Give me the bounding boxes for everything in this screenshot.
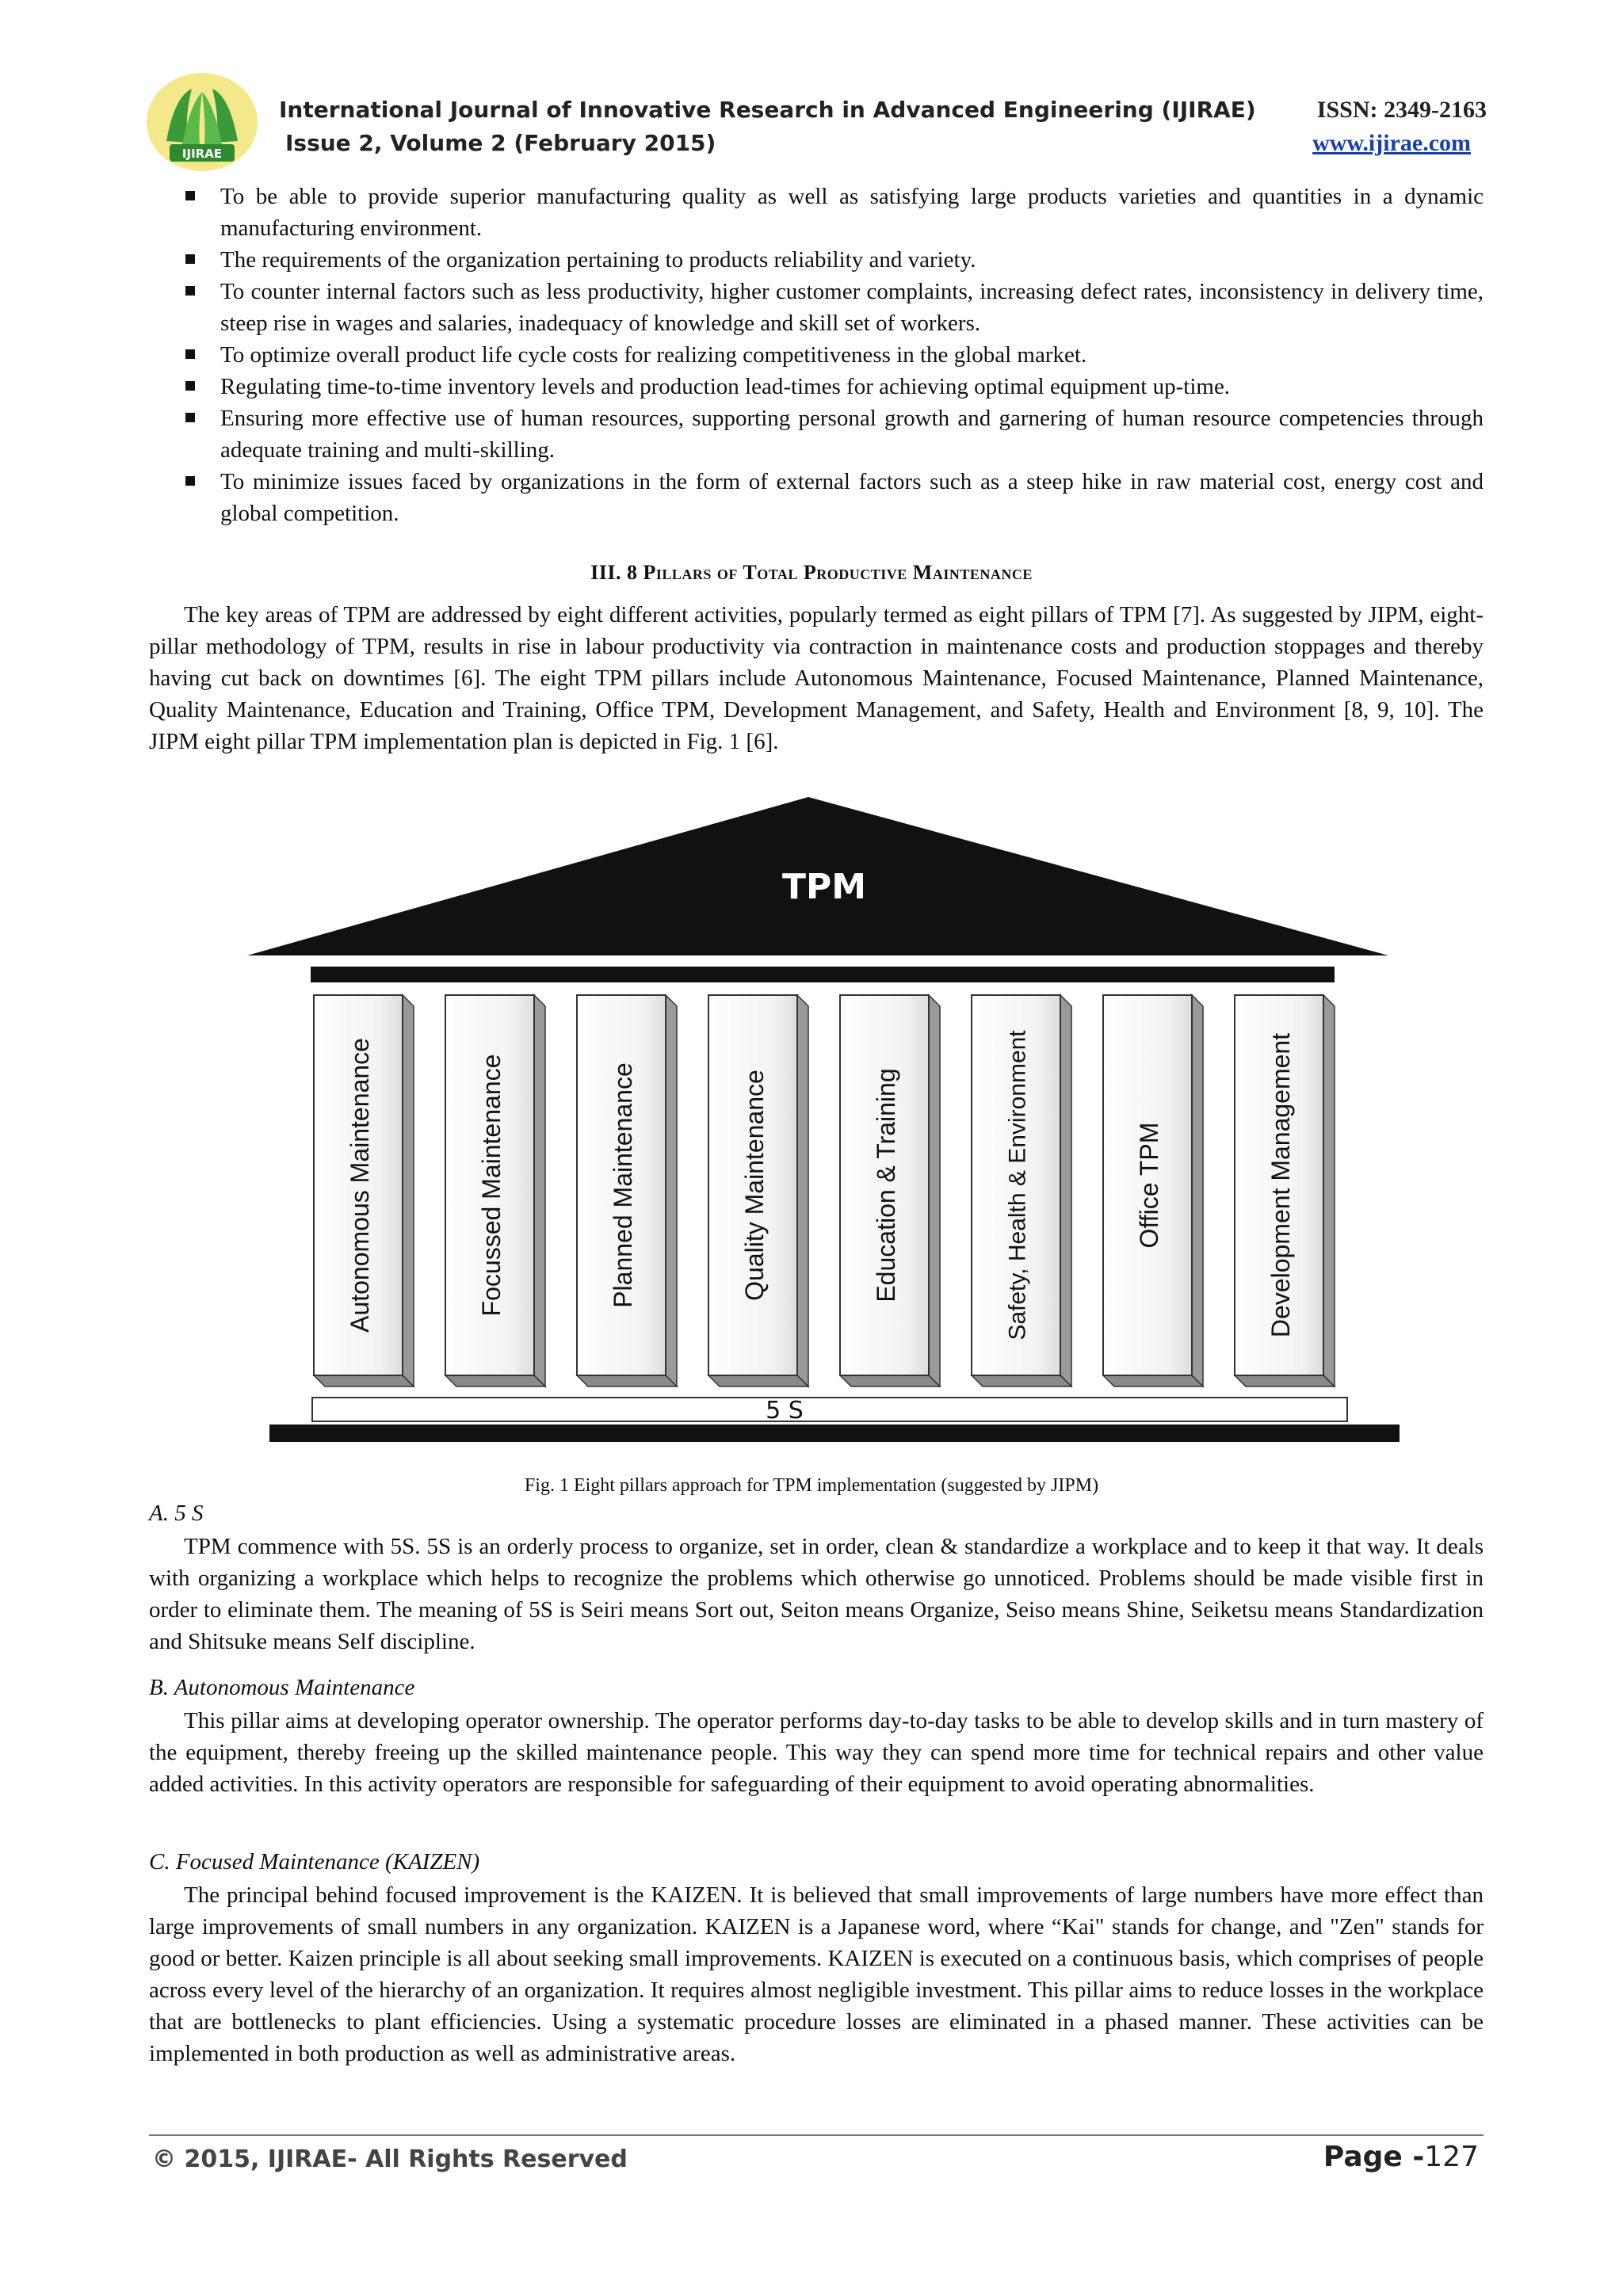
pillar-3	[577, 995, 677, 1386]
pillar-label: Focussed Maintenance	[477, 1054, 506, 1317]
subsection-heading-kaizen: C. Focused Maintenance (KAIZEN)	[149, 1849, 480, 1875]
footer-copyright: © 2015, IJIRAE- All Rights Reserved	[152, 2145, 628, 2173]
subsection-heading-autonomous: B. Autonomous Maintenance	[149, 1675, 415, 1700]
pillar-label: Autonomous Maintenance	[346, 1038, 374, 1333]
pillar-side-face	[797, 995, 808, 1386]
pillar-bottom-face	[1235, 1375, 1335, 1386]
pillar-label: Planned Maintenance	[609, 1062, 637, 1308]
subsection-heading-5s: A. 5 S	[149, 1501, 204, 1526]
base-label: 5 S	[766, 1397, 804, 1425]
page-number: 127	[1424, 2141, 1479, 2173]
pillar-label: Quality Maintenance	[740, 1070, 769, 1301]
pillar-side-face	[1323, 995, 1335, 1386]
tpm-pillars-figure	[238, 797, 1426, 1455]
pillar-group	[314, 995, 1335, 1386]
pillar-side-face	[929, 995, 940, 1386]
pillar-bottom-face	[972, 1375, 1071, 1386]
journal-issn: ISSN: 2349-2163	[1316, 97, 1487, 123]
journal-issue: Issue 2, Volume 2 (February 2015)	[285, 130, 716, 156]
journal-website-link[interactable]: www.ijirae.com	[1312, 130, 1471, 156]
pillar-1	[314, 995, 414, 1386]
ijirae-logo	[143, 65, 262, 176]
roof-label: TPM	[781, 867, 867, 907]
page-prefix: Page -	[1323, 2141, 1425, 2173]
pillar-bottom-face	[445, 1375, 545, 1386]
list-item: To optimize overall product life cycle costs for realizing competitiveness in the global market.	[184, 339, 1484, 371]
pillar-2	[445, 995, 545, 1386]
pillar-bottom-face	[1103, 1375, 1203, 1386]
pillar-7	[1103, 995, 1203, 1386]
roof-beam	[311, 967, 1335, 982]
pillar-side-face	[403, 995, 414, 1386]
pillar-4	[708, 995, 808, 1386]
base-step	[312, 1398, 1347, 1421]
section-paragraph: The key areas of TPM are addressed by eight different activities, popularly termed as eight pillars of TPM [7]. As suggested by JIPM, eight-pillar methodology of TPM, results in rise in labour productivity via contraction in maintenance costs and production stoppages and thereby having cut back on downtimes [6]. The eight TPM pillars include Autonomous Maintenance, Focused Maintenance, Planned Maintenance, Quality Maintenance, Education and Training, Office TPM, Development Management, and Safety, Health and Environment [8, 9, 10]. The JIPM eight pillar TPM implementation plan is depicted in Fig. 1 [6].	[149, 602, 1484, 754]
pillar-8	[1235, 995, 1335, 1386]
footer-divider	[149, 2134, 1484, 2136]
journal-title: International Journal of Innovative Research in Advanced Engineering (IJIRAE)	[279, 97, 1256, 123]
list-item: To counter internal factors such as less productivity, higher customer complaints, increasing defect rates, inconsistency in delivery time, steep rise in wages and salaries, inadequacy of knowledge and skill set of workers.	[184, 276, 1484, 339]
pillar-bottom-face	[314, 1375, 414, 1386]
pillar-side-face	[1192, 995, 1203, 1386]
list-item: Regulating time-to-time inventory levels and production lead-times for achieving optimal equipment up-time.	[184, 371, 1484, 402]
pillar-side-face	[666, 995, 677, 1386]
pillar-label: Office TPM	[1135, 1122, 1163, 1249]
list-item: To minimize issues faced by organizations in the form of external factors such as a steep hike in raw material cost, energy cost and global competition.	[184, 466, 1484, 529]
logo-text: IJIRAE	[181, 147, 223, 161]
figure-caption: Fig. 1 Eight pillars approach for TPM implementation (suggested by JIPM)	[524, 1475, 1099, 1496]
footer-page-number	[1323, 2141, 1479, 2173]
pillar-bottom-face	[708, 1375, 808, 1386]
pillar-side-face	[534, 995, 545, 1386]
pillar-label: Development Management	[1266, 1032, 1295, 1338]
pillar-side-face	[1060, 995, 1071, 1386]
pillar-5	[840, 995, 940, 1386]
list-item: Ensuring more effective use of human resources, supporting personal growth and garnering of human resource competencies through adequate training and multi-skilling.	[184, 402, 1484, 466]
subsection-text-5s: TPM commence with 5S. 5S is an orderly process to organize, set in order, clean & standardize a workplace and to keep it that way. It deals with organizing a workplace which helps to recognize the problems which otherwise go unnoticed. Problems should be made visible first in order to eliminate them. The meaning of 5S is Seiri means Sort out, Seiton means Organize, Seiso means Shine, Seiketsu means Standardization and Shitsuke means Self discipline.	[149, 1534, 1484, 1654]
section-heading: III. 8 Pillars of Total Productive Maintenance	[590, 561, 1033, 584]
list-item: To be able to provide superior manufacturing quality as well as satisfying large products varieties and quantities in a dynamic manufacturing environment.	[184, 181, 1484, 244]
pillar-bottom-face	[577, 1375, 677, 1386]
bullet-list	[184, 181, 1484, 529]
pillar-label: Safety, Health & Environment	[1004, 1030, 1031, 1341]
pillar-bottom-face	[840, 1375, 940, 1386]
pillar-label: Education & Training	[872, 1068, 900, 1302]
subsection-text-autonomous: This pillar aims at developing operator ownership. The operator performs day-to-day tasks to be able to develop skills and in turn mastery of the equipment, thereby freeing up the skilled maintenance people. This way they can spend more time for technical repairs and other value added activities. In this activity operators are responsible for safeguarding of their equipment to avoid operating abnormalities.	[149, 1708, 1484, 1797]
pillar-6	[972, 995, 1071, 1386]
foundation-bar	[269, 1425, 1400, 1442]
subsection-text-kaizen: The principal behind focused improvement is the KAIZEN. It is believed that small improvements of large numbers have more effect than large improvements of small numbers in any organization. KAIZEN is a Japanese word, where “Kai" stands for change, and "Zen" stands for good or better. Kaizen principle is all about seeking small improvements. KAIZEN is executed on a continuous basis, which comprises of people across every level of the hierarchy of an organization. It requires almost negligible investment. This pillar aims to reduce losses in the workplace that are bottlenecks to plant efficiencies. Using a systematic procedure losses are eliminated in a phased manner. These activities can be implemented in both production as well as administrative areas.	[149, 1882, 1484, 2066]
list-item: The requirements of the organization pertaining to products reliability and variety.	[184, 244, 1484, 276]
